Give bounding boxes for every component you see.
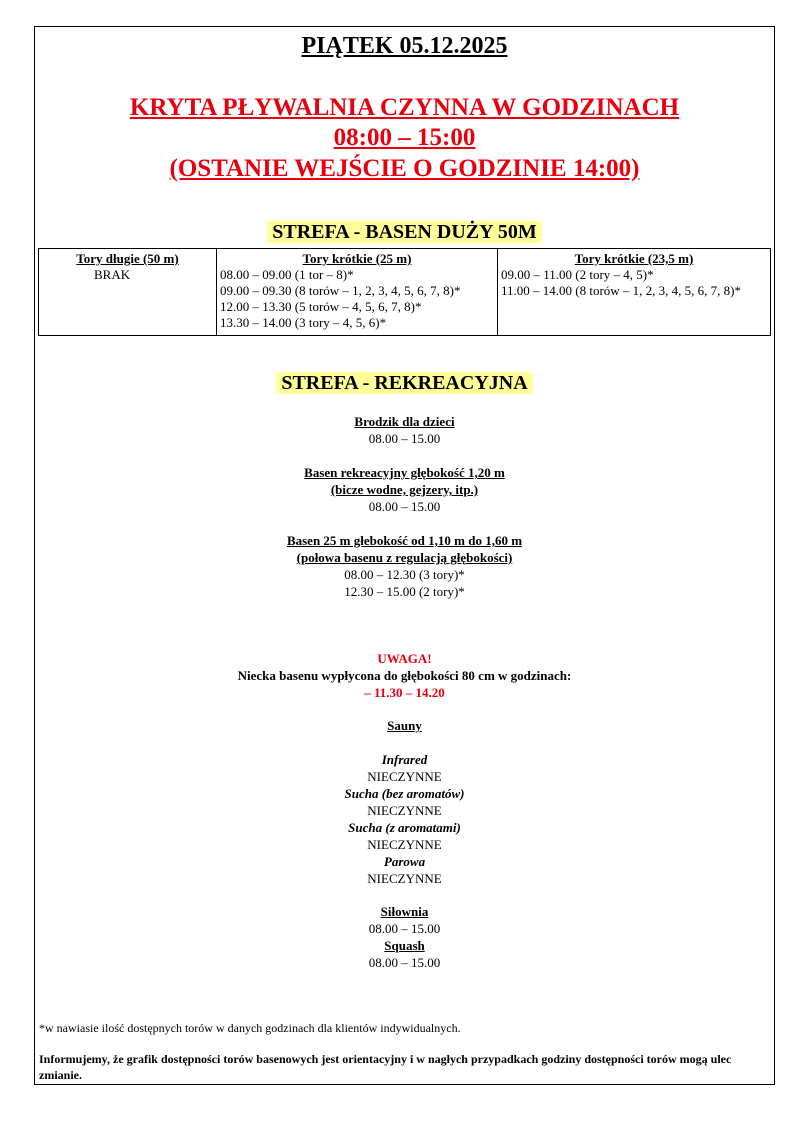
kids-pool-name: Brodzik dla dzieci [354, 414, 455, 429]
zone-big-pool-title: STREFA - BASEN DUŻY 50M [35, 221, 774, 244]
short-lanes-235-row: 09.00 – 11.00 (2 tory – 4, 5)* [501, 267, 654, 282]
pool25-hours-2: 12.30 – 15.00 (2 tory)* [344, 584, 465, 599]
short-lanes-25-row: 12.00 – 13.30 (5 torów – 4, 5, 6, 7, 8)* [220, 299, 422, 314]
sauna-name: Parowa [383, 854, 426, 869]
notice-section [35, 650, 774, 701]
short-lanes-25-row: 13.30 – 14.00 (3 tory – 4, 5, 6)* [220, 315, 387, 330]
saunas-section [35, 717, 774, 887]
short-lanes-235-cell [498, 249, 771, 336]
rec-pool-name: Basen rekreacyjny głębokość 1,20 m [304, 465, 505, 480]
short-lanes-235-header: Tory krótkie (23,5 m) [574, 251, 694, 266]
last-entry: (OSTANIE WEJŚCIE O GODZINIE 14:00) [169, 155, 640, 182]
short-lanes-25-row: 09.00 – 09.30 (8 torów – 1, 2, 3, 4, 5, 6, 7, 8)* [220, 283, 461, 298]
long-lanes-value: BRAK [94, 267, 131, 282]
pool25-hours-1: 08.00 – 12.30 (3 tory)* [344, 567, 465, 582]
opening-hours: 08:00 – 15:00 [333, 124, 476, 151]
short-lanes-25-cell [217, 249, 498, 336]
rec-pool-sub: (bicze wodne, gejzery, itp.) [330, 482, 479, 497]
short-lanes-25-header: Tory krótkie (25 m) [302, 251, 412, 266]
sauna-status: NIECZYNNE [367, 803, 442, 818]
sauna-name: Sucha (bez aromatów) [344, 786, 465, 801]
pool25-name: Basen 25 m głebokość od 1,10 m do 1,60 m [286, 533, 523, 548]
pool25-section [35, 532, 774, 600]
page-title: PIĄTEK 05.12.2025 [301, 33, 508, 59]
rec-pool-section [35, 464, 774, 515]
page-frame [34, 26, 775, 1085]
short-lanes-235-row: 11.00 – 14.00 (8 torów – 1, 2, 3, 4, 5, 6, 7, 8)* [501, 283, 742, 298]
opening-line: KRYTA PŁYWALNIA CZYNNA W GODZINACH [129, 94, 680, 121]
rec-pool-hours: 08.00 – 15.00 [368, 499, 441, 514]
squash-name: Squash [384, 938, 425, 953]
kids-pool-section [35, 413, 774, 447]
notice-text: Niecka basenu wypłycona do głębokości 80 cm w godzinach: [237, 668, 572, 683]
sauna-name: Sucha (z aromatami) [348, 820, 461, 835]
sauna-status: NIECZYNNE [367, 871, 442, 886]
footnote: *w nawiasie ilość dostępnych torów w danych godzinach dla klientów indywidualnych. [39, 1021, 461, 1035]
long-lanes-header: Tory długie (50 m) [76, 251, 179, 266]
short-lanes-25-row: 08.00 – 09.00 (1 tor – 8)* [220, 267, 354, 282]
sauna-name: Infrared [381, 752, 428, 767]
sauna-status: NIECZYNNE [367, 837, 442, 852]
lanes-table [38, 248, 771, 336]
pool25-sub: (połowa basenu z regulacją głębokości) [296, 550, 513, 565]
disclaimer: Informujemy, że grafik dostępności torów basenowych jest orientacyjny i w nagłych przypadkach godziny dostępności torów mogą ulec zmianie. [39, 1052, 732, 1082]
long-lanes-cell [39, 249, 217, 336]
saunas-title: Sauny [387, 718, 422, 733]
sauna-status: NIECZYNNE [367, 769, 442, 784]
kids-pool-hours: 08.00 – 15.00 [368, 431, 441, 446]
gym-name: Siłownia [380, 904, 429, 919]
zone-recreation-title: STREFA - REKREACYJNA [35, 372, 774, 395]
squash-hours: 08.00 – 15.00 [368, 955, 441, 970]
notice-label: UWAGA! [377, 651, 432, 666]
notice-hours: – 11.30 – 14.20 [364, 685, 445, 700]
gym-squash-section [35, 903, 774, 971]
gym-hours: 08.00 – 15.00 [368, 921, 441, 936]
